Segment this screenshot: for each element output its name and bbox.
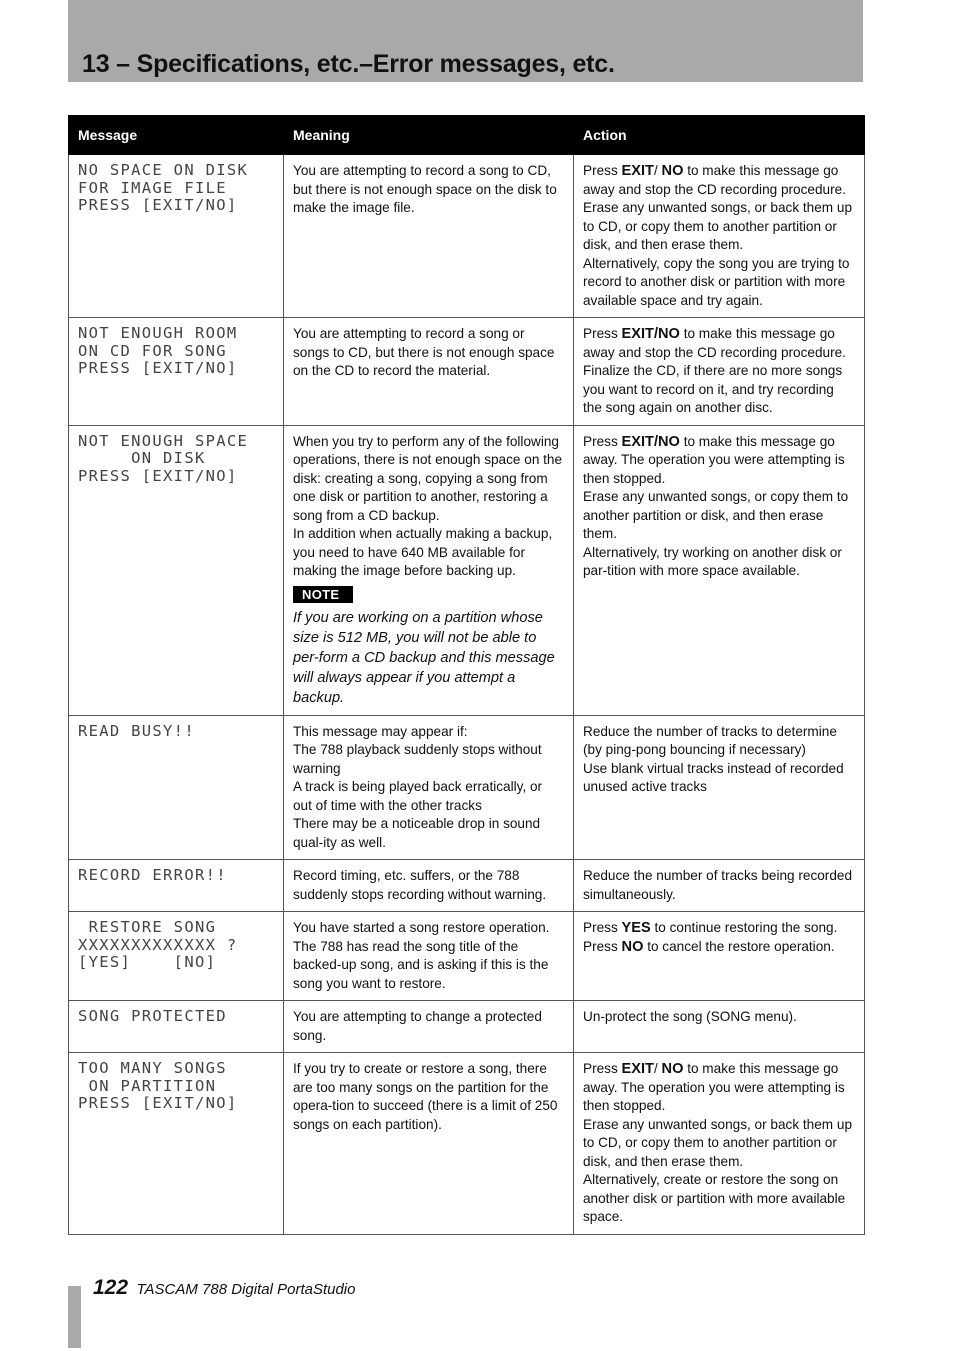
key-label: EXIT/NO <box>621 433 680 450</box>
lcd-message: NO SPACE ON DISK FOR IMAGE FILE PRESS [EXIT/NO] <box>78 161 249 214</box>
table-row <box>69 318 865 426</box>
footer <box>93 1276 356 1300</box>
message-cell <box>69 860 284 912</box>
header-band <box>68 0 863 82</box>
note-label: NOTE <box>293 586 353 603</box>
action-cell: Press EXIT/ NO to make this message go away. The operation you were attempting is then stopped. Erase any unwanted songs, or back them up to CD, or copy them to another partition or disk, and then erase them. Alternatively, create or restore the song on another disk or partition with more available space. <box>574 1053 865 1235</box>
action-cell: Press EXIT/NO to make this message go away. The operation you were attempting is then stopped. Erase any unwanted songs, or copy them to another partition or disk, and then erase them. Alternatively, try working on another disk or par-tition with more space available. <box>574 425 865 715</box>
meaning-cell: When you try to perform any of the following operations, there is not enough space on the disk: creating a song, copying a song from one disk or partition to another, restoring a song from a CD backup. In addition when actually making a backup, you need to have 640 MB available for making the image before backing up. NOTE If you are working on a partition whose size is 512 MB, you will not be able to per-form a CD backup and this message will always appear if you attempt a backup. <box>284 425 574 715</box>
key-label: EXIT/NO <box>621 326 680 342</box>
action-cell: Press EXIT/NO to make this message go away and stop the CD recording procedure. Finalize the CD, if there are no more songs you want to record on it, and try recording the song again on another disc. <box>574 318 865 426</box>
key-label: NO <box>661 1061 684 1077</box>
lcd-message: RECORD ERROR!! <box>78 866 227 884</box>
table-row <box>69 1001 865 1053</box>
lcd-message: NOT ENOUGH ROOM ON CD FOR SONG PRESS [EXIT/NO] <box>78 324 238 377</box>
meaning-cell: You are attempting to change a protected song. <box>284 1001 574 1053</box>
column-header-action: Action <box>574 116 865 155</box>
column-header-meaning: Meaning <box>284 116 574 155</box>
table-row <box>69 1053 865 1235</box>
action-cell: Press EXIT/ NO to make this message go away and stop the CD recording procedure. Erase any unwanted songs, or back them up to CD, or copy them to another partition or disk, and then erase them. Alternatively, copy the song you are trying to record to another disk or partition with more available space and try again. <box>574 155 865 318</box>
error-messages-table <box>68 115 865 1235</box>
table-row <box>69 155 865 318</box>
message-cell <box>69 912 284 1001</box>
meaning-cell: This message may appear if: The 788 playback suddenly stops without warning A track is being played back erratically, or out of time with the other tracks There may be a noticeable drop in sound qual-ity as well. <box>284 715 574 860</box>
key-label: EXIT <box>621 1061 654 1077</box>
lcd-message: RESTORE SONG XXXXXXXXXXXXX ? [YES] [NO] <box>78 918 238 971</box>
message-cell <box>69 425 284 715</box>
key-label: YES <box>621 920 651 936</box>
action-cell: Un-protect the song (SONG menu). <box>574 1001 865 1053</box>
meaning-cell: Record timing, etc. suffers, or the 788 suddenly stops recording without warning. <box>284 860 574 912</box>
message-cell <box>69 155 284 318</box>
meaning-cell: You are attempting to record a song or songs to CD, but there is not enough space on the CD to record the material. <box>284 318 574 426</box>
page-number: 122 <box>93 1276 129 1299</box>
page-title: 13 – Specifications, etc.–Error messages, etc. <box>82 50 615 78</box>
action-cell: Reduce the number of tracks to determine (by ping-pong bouncing if necessary) Use blank virtual tracks instead of recorded unused active tracks <box>574 715 865 860</box>
key-label: NO <box>621 938 644 955</box>
meaning-cell: You are attempting to record a song to CD, but there is not enough space on the disk to make the image file. <box>284 155 574 318</box>
table-row <box>69 715 865 860</box>
message-cell <box>69 318 284 426</box>
meaning-cell: If you try to create or restore a song, there are too many songs on the partition for the opera-tion to succeed (there is a limit of 250 songs on each partition). <box>284 1053 574 1235</box>
message-cell <box>69 1053 284 1235</box>
key-label: NO <box>661 163 684 179</box>
column-header-message: Message <box>69 116 284 155</box>
table-header-row <box>69 116 865 155</box>
table-row <box>69 860 865 912</box>
lcd-message: SONG PROTECTED <box>78 1007 227 1025</box>
footer-bar <box>68 1286 81 1348</box>
message-cell <box>69 1001 284 1053</box>
lcd-message: TOO MANY SONGS ON PARTITION PRESS [EXIT/NO] <box>78 1059 238 1112</box>
table-row <box>69 912 865 1001</box>
lcd-message: NOT ENOUGH SPACE ON DISK PRESS [EXIT/NO] <box>78 431 249 485</box>
message-cell <box>69 715 284 860</box>
note-text: If you are working on a partition whose size is 512 MB, you will not be able to per-form a CD backup and this message will always appear if you attempt a backup. <box>293 609 555 706</box>
table-row <box>69 425 865 715</box>
key-label: EXIT <box>621 163 654 179</box>
action-cell: Press YES to continue restoring the song. Press NO to cancel the restore operation. <box>574 912 865 1001</box>
meaning-cell: You have started a song restore operation. The 788 has read the song title of the backed-up song, and is asking if this is the song you want to restore. <box>284 912 574 1001</box>
lcd-message: READ BUSY!! <box>78 721 195 740</box>
footer-product-name: TASCAM 788 Digital PortaStudio <box>136 1281 356 1298</box>
action-cell: Reduce the number of tracks being recorded simultaneously. <box>574 860 865 912</box>
